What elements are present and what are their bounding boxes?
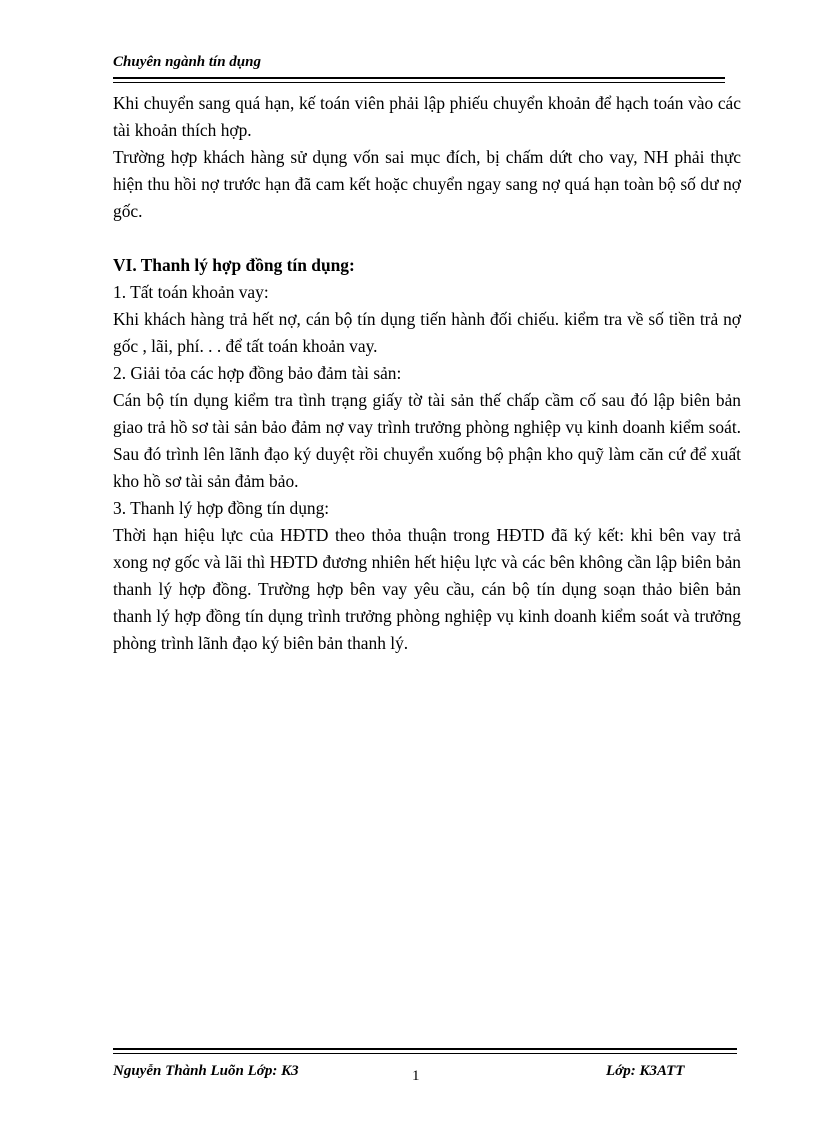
paragraph-overdue-posting: Khi chuyển sang quá hạn, kế toán viên phải lập phiếu chuyển khoản để hạch toán vào các tài khoản thích hợp.	[113, 93, 741, 140]
header-rule	[113, 77, 725, 83]
footer-rule	[113, 1048, 737, 1054]
page-number: 1	[412, 1068, 420, 1084]
paragraph-misuse-of-funds: Trường hợp khách hàng sử dụng vốn sai mục đích, bị chấm dứt cho vay, NH phải thực hiện thu hồi nợ trước hạn đã cam kết hoặc chuyển ngay sang nợ quá hạn toàn bộ số dư nợ gốc.	[113, 147, 741, 221]
subsection-2-text: Cán bộ tín dụng kiểm tra tình trạng giấy tờ tài sản thế chấp cầm cố sau đó lập biên bản giao trả hồ sơ tài sản bảo đảm nợ vay trình trưởng phòng nghiệp vụ kinh doanh kiểm soát. Sau đó trình lên lãnh đạo ký duyệt rồi chuyển xuống bộ phận kho quỹ làm căn cứ để xuất kho hồ sơ tài sản đảm bảo.	[113, 390, 741, 491]
footer-class-label: Lớp: K3ATT	[606, 1063, 685, 1079]
running-header-title: Chuyên ngành tín dụng	[113, 54, 261, 70]
footer-author: Nguyễn Thành Luõn Lớp: K3	[113, 1063, 299, 1079]
subsection-2-title: 2. Giải tỏa các hợp đồng bảo đảm tài sản:	[113, 363, 402, 383]
subsection-3-title: 3. Thanh lý hợp đồng tín dụng:	[113, 498, 330, 518]
subsection-1-text: Khi khách hàng trả hết nợ, cán bộ tín dụng tiến hành đối chiếu. kiểm tra về số tiền trả nợ gốc , lãi, phí. . . để tất toán khoản vay.	[113, 309, 741, 356]
document-body	[113, 90, 741, 657]
subsection-3-text: Thời hạn hiệu lực của HĐTD theo thỏa thuận trong HĐTD đã ký kết: khi bên vay trả xong nợ gốc và lãi thì HĐTD đương nhiên hết hiệu lực và các bên không cần lập biên bản thanh lý hợp đồng. Trường hợp bên vay yêu cầu, cán bộ tín dụng soạn thảo biên bản thanh lý hợp đồng tín dụng trình trưởng phòng nghiệp vụ kinh doanh kiểm soát và trưởng phòng trình lãnh đạo ký biên bản thanh lý.	[113, 525, 741, 653]
subsection-1-title: 1. Tất toán khoản vay:	[113, 282, 269, 302]
paragraph-spacer	[113, 225, 741, 252]
section-heading: VI. Thanh lý hợp đồng tín dụng:	[113, 255, 355, 275]
